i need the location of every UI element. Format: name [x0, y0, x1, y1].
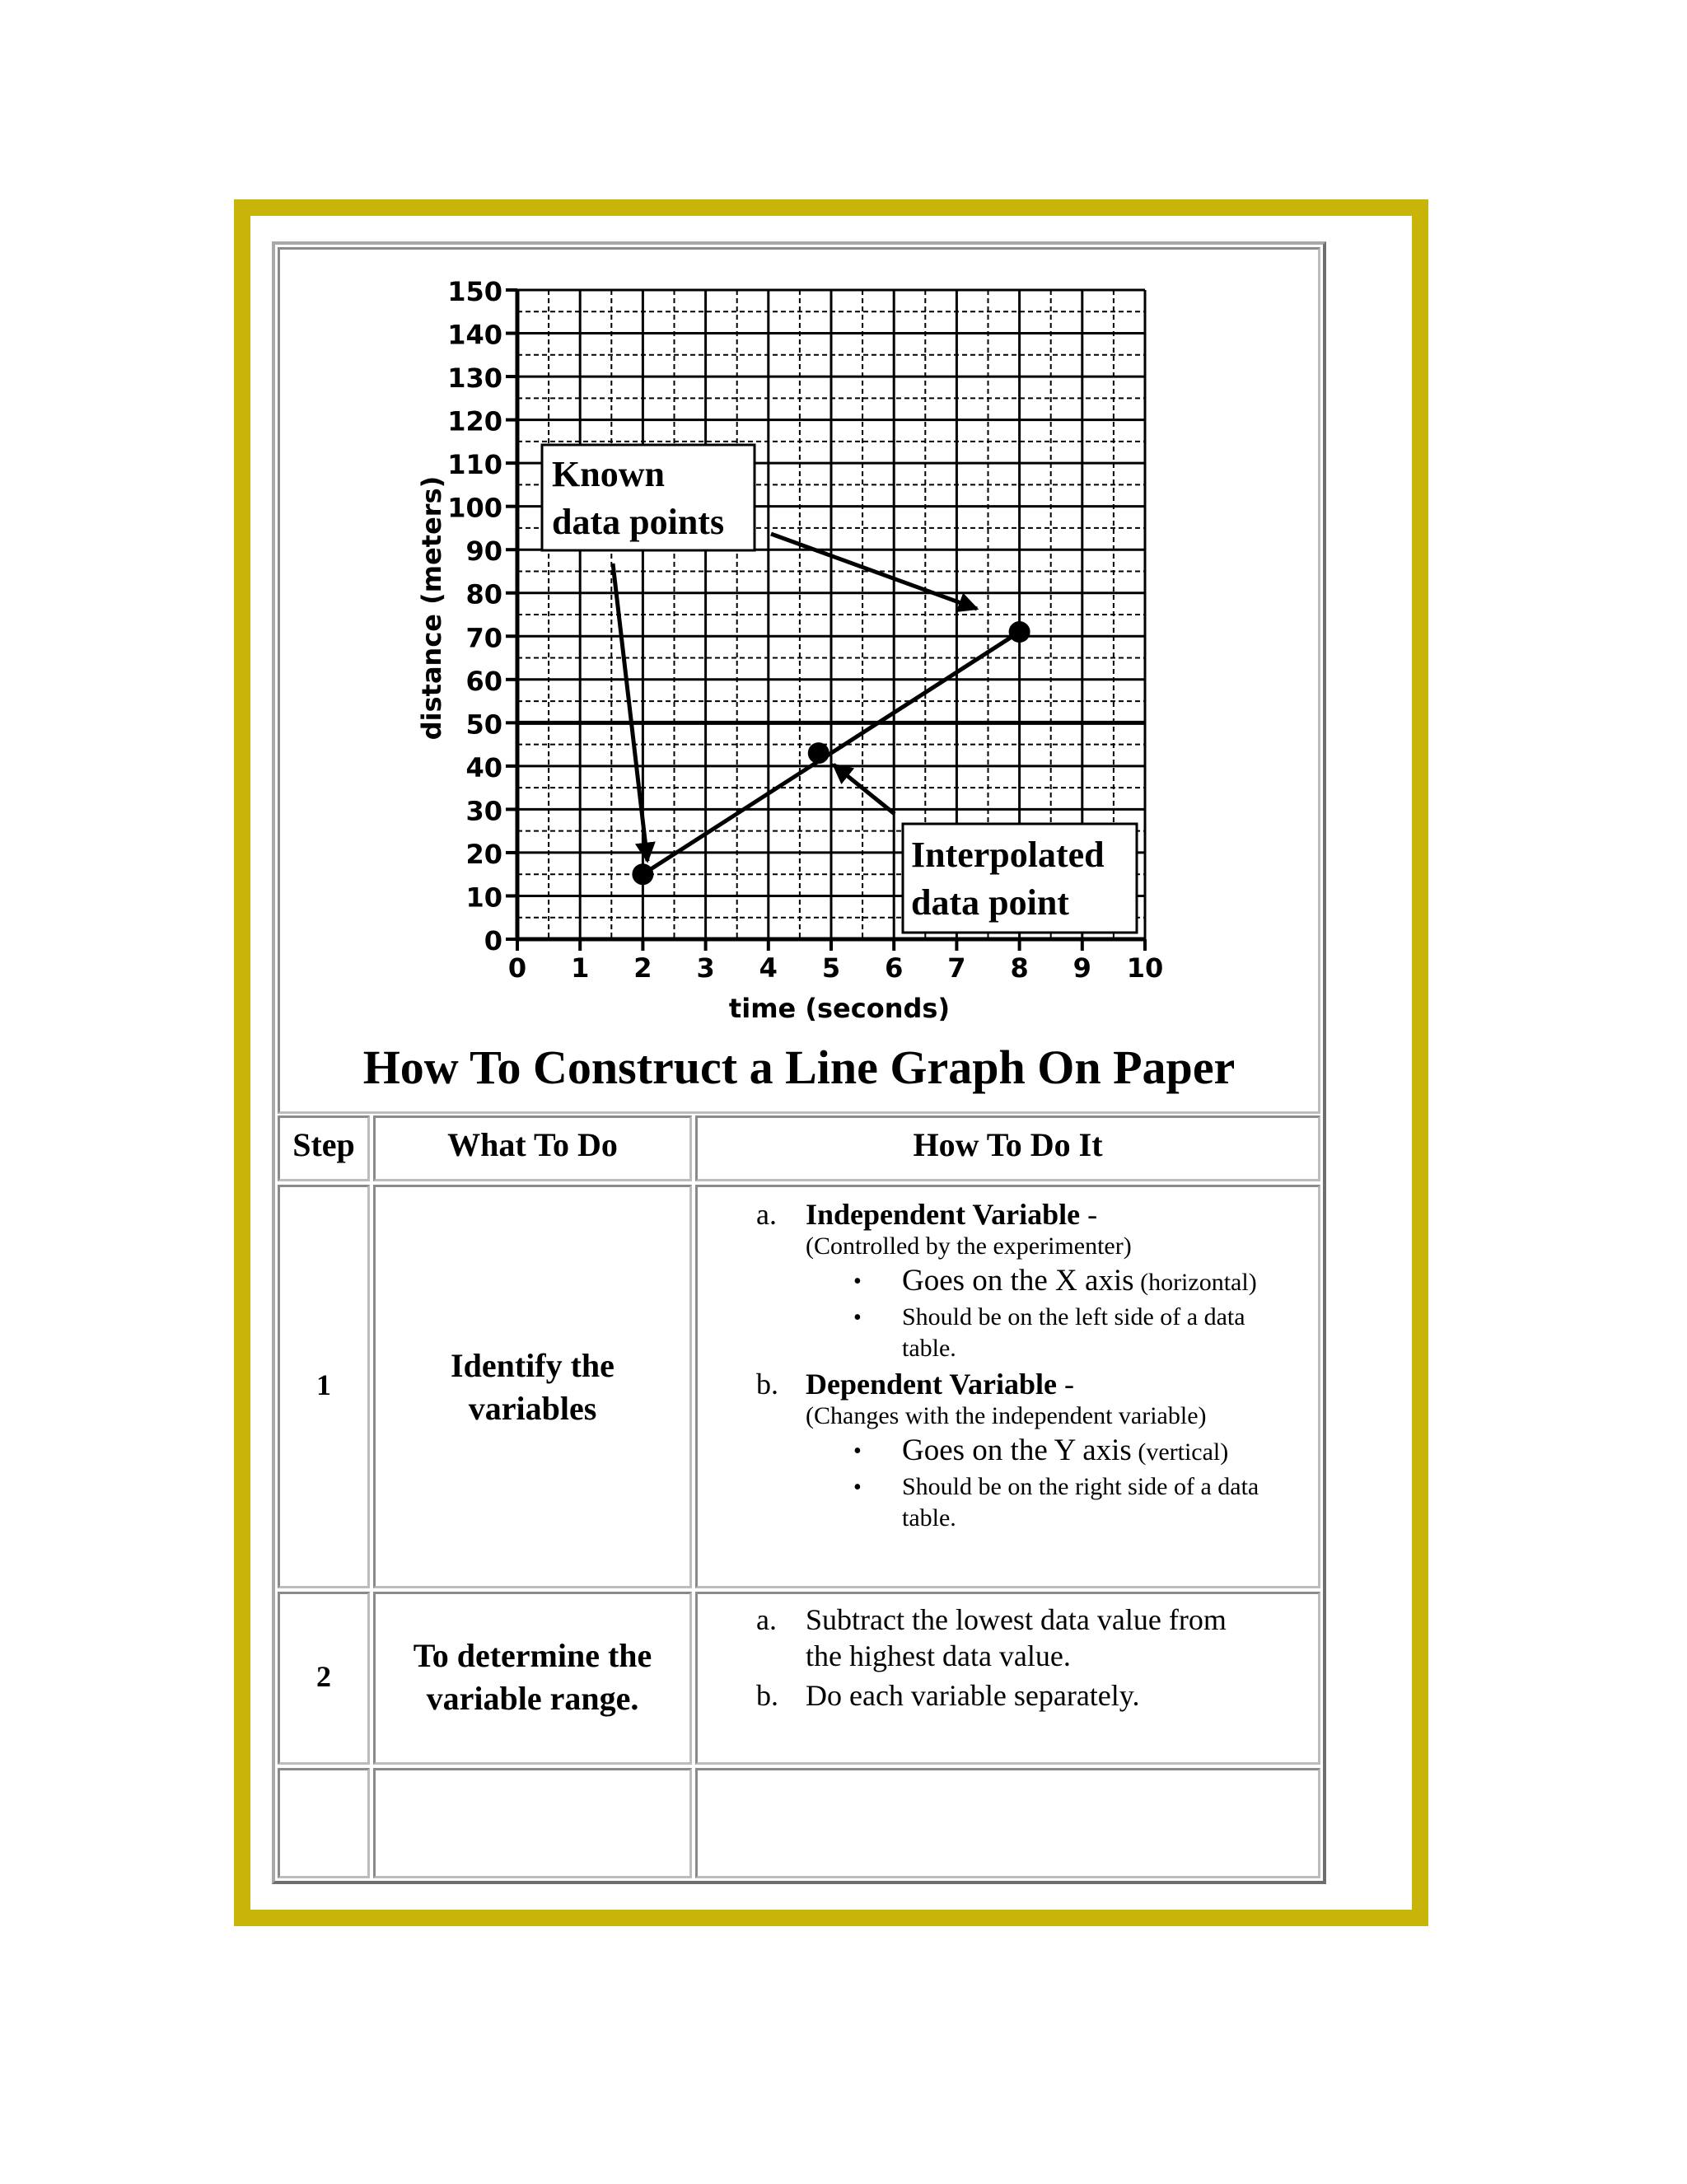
y-tick-label: 140 [447, 319, 502, 351]
x-tick-label: 2 [633, 952, 652, 984]
y-tick-label: 110 [447, 449, 502, 481]
item-label: a. [756, 1603, 777, 1636]
item-line: the highest data value. [806, 1639, 1071, 1672]
y-tick-label: 30 [465, 795, 502, 827]
dependent-variable-heading [806, 1366, 1074, 1402]
data-point [1009, 621, 1030, 643]
bullet-line: table. [902, 1504, 956, 1532]
bullet-tail: (horizontal) [1133, 1269, 1257, 1296]
y-tick-label: 50 [465, 709, 502, 741]
independent-variable-title: Independent Variable [806, 1198, 1081, 1231]
independent-variable-note: (Controlled by the experimenter) [806, 1232, 1132, 1260]
dependent-variable-title: Dependent Variable [806, 1368, 1058, 1401]
bullet-line: Should be on the left side of a data [902, 1303, 1245, 1331]
item-label: b. [756, 1368, 778, 1401]
what-to-do-text [373, 1634, 692, 1720]
bullet-text [902, 1471, 1259, 1534]
annotation-interpolated-line: data point [911, 882, 1069, 923]
bullet-line: Should be on the right side of a data [902, 1473, 1259, 1500]
step-number: 2 [316, 1660, 331, 1693]
dependent-variable-note: (Changes with the independent variable) [806, 1402, 1207, 1429]
bullet-icon: • [853, 1269, 862, 1294]
y-tick-label: 130 [447, 362, 502, 395]
data-point [632, 863, 653, 885]
item-label: b. [756, 1679, 778, 1712]
y-tick-label: 80 [465, 578, 502, 610]
step-number: 1 [316, 1368, 331, 1401]
x-tick-label: 4 [759, 952, 778, 984]
bullet-main: Goes on the Y axis [902, 1433, 1132, 1467]
annotation-interpolated-line: Interpolated [911, 835, 1105, 875]
item-text: Do each variable separately. [806, 1679, 1140, 1712]
y-tick-label: 150 [447, 276, 502, 307]
y-tick-label: 40 [465, 751, 502, 783]
annotation-known-line: Known [552, 454, 665, 494]
header-how-to-do-it: How To Do It [913, 1126, 1103, 1163]
x-tick-label: 10 [1126, 952, 1164, 984]
y-tick-label: 0 [484, 925, 502, 956]
x-tick-label: 9 [1072, 952, 1091, 984]
x-axis-label: time (seconds) [728, 993, 951, 1024]
item-line: Subtract the lowest data value from [806, 1603, 1227, 1636]
bullet-icon: • [853, 1438, 862, 1464]
item-label: a. [756, 1198, 777, 1231]
data-point [808, 742, 829, 764]
bullet-tail: (vertical) [1131, 1438, 1229, 1466]
annotation-arrow [834, 765, 895, 814]
independent-variable-heading [806, 1196, 1097, 1232]
what-line: variable range. [426, 1680, 639, 1717]
what-line: Identify the [451, 1347, 615, 1384]
y-tick-label: 90 [465, 535, 502, 568]
bullet-text [902, 1435, 1228, 1468]
dash: - [1080, 1198, 1098, 1231]
y-tick-label: 10 [465, 882, 502, 914]
what-to-do-text [373, 1345, 692, 1430]
y-tick-label: 70 [465, 622, 502, 654]
x-tick-label: 0 [507, 952, 527, 984]
header-what-to-do: What To Do [447, 1126, 618, 1163]
what-line: variables [468, 1390, 597, 1427]
page-title: How To Construct a Line Graph On Paper [362, 1041, 1236, 1094]
dash: - [1057, 1368, 1075, 1401]
y-tick-label: 120 [447, 405, 502, 437]
what-line: To determine the [413, 1637, 652, 1674]
header-step: Step [292, 1126, 355, 1163]
item-text [806, 1602, 1227, 1674]
x-tick-label: 6 [885, 952, 904, 984]
x-tick-label: 1 [571, 952, 590, 984]
y-axis-label: distance (meters) [416, 475, 447, 741]
bullet-line: table. [902, 1335, 956, 1362]
bullet-main: Goes on the X axis [902, 1264, 1134, 1298]
y-tick-label: 20 [465, 838, 502, 870]
x-tick-label: 7 [947, 952, 966, 984]
bullet-text [902, 1265, 1257, 1298]
bullet-icon: • [853, 1305, 862, 1331]
y-tick-label: 100 [447, 492, 502, 524]
annotation-known-line: data points [552, 502, 725, 542]
bullet-icon: • [853, 1475, 862, 1500]
x-tick-label: 3 [696, 952, 715, 984]
bullet-text [902, 1302, 1245, 1364]
x-tick-label: 8 [1010, 952, 1029, 984]
x-tick-label: 5 [821, 952, 841, 984]
y-tick-label: 60 [465, 665, 502, 697]
